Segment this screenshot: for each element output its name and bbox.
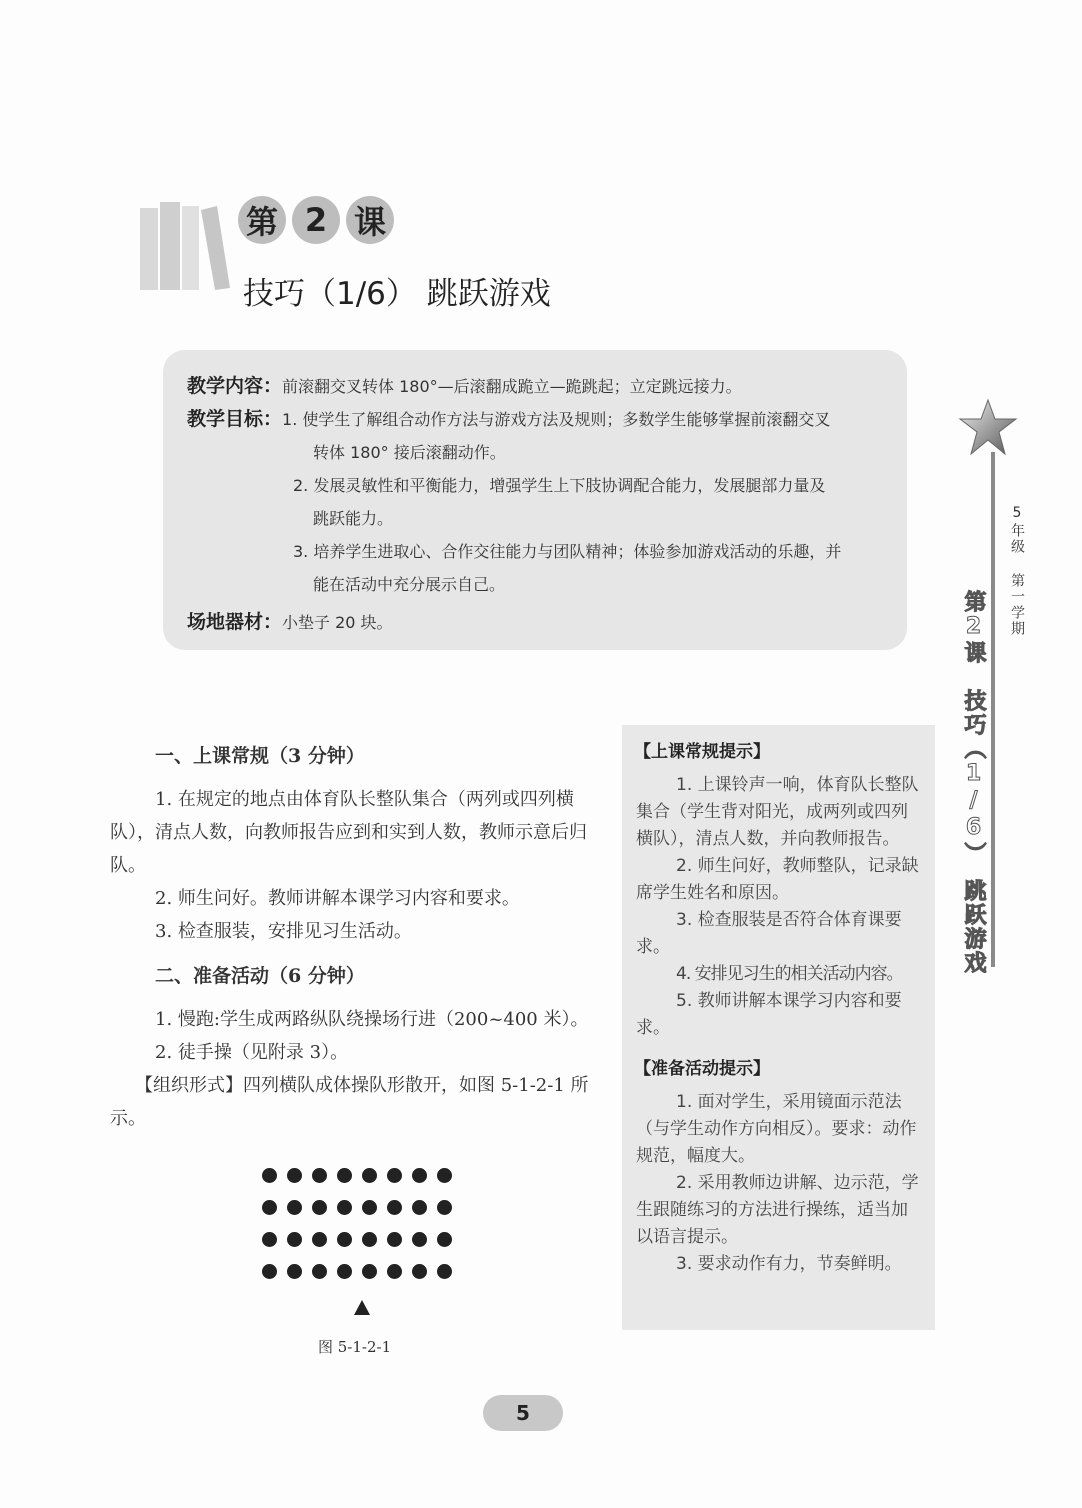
- content-text: 前滚翻交叉转体 180°—后滚翻成跪立—跪跳起；立定跳远接力。: [282, 377, 742, 396]
- student-dot: [437, 1264, 452, 1279]
- tip: 1. 面对学生，采用镜面示范法（与学生动作方向相反）。要求：动作规范，幅度大。: [636, 1092, 917, 1166]
- goal-1a: 1. 使学生了解组合动作方法与游戏方法及规则；多数学生能够掌握前滚翻交叉: [282, 410, 831, 429]
- main-text: [110, 740, 615, 1135]
- student-dot: [412, 1200, 427, 1215]
- student-dot: [337, 1168, 352, 1183]
- student-dot: [412, 1232, 427, 1247]
- goal-3b: 能在活动中充分展示自己。: [313, 575, 506, 594]
- student-dot: [287, 1232, 302, 1247]
- books-icon: [135, 198, 230, 293]
- sidebar-lesson: 第2课 技巧（1/6） 跳跃游戏: [961, 590, 986, 975]
- student-dot: [437, 1168, 452, 1183]
- star-icon: [958, 398, 1018, 456]
- student-dot: [387, 1168, 402, 1183]
- lesson-num: 2: [292, 196, 340, 244]
- student-dot: [337, 1232, 352, 1247]
- lesson-number: [238, 196, 394, 244]
- student-dot: [362, 1168, 377, 1183]
- page-title: 技巧（1/6） 跳跃游戏: [243, 276, 551, 312]
- goal-2a: 2. 发展灵敏性和平衡能力，增强学生上下肢协调配合能力，发展腿部力量及: [293, 476, 826, 495]
- student-dot: [437, 1232, 452, 1247]
- sidebar-grade: 5年级 第一学期: [1009, 505, 1025, 637]
- student-dot: [287, 1168, 302, 1183]
- tip: 1. 上课铃声一响，体育队长整队集合（学生背对阳光，成两列或四列横队），清点人数，并向教师报告。: [636, 775, 919, 849]
- section-heading: 二、准备活动（6 分钟）: [155, 965, 365, 987]
- tip: 4. 安排见习生的相关活动内容。: [676, 964, 903, 984]
- paragraph: 1. 在规定的地点由体育队长整队集合（两列或四列横队），清点人数，向教师报告应到和实到人数，教师示意后归队。: [110, 789, 587, 876]
- student-dot: [312, 1232, 327, 1247]
- student-dot: [262, 1168, 277, 1183]
- teacher-triangle-icon: [354, 1300, 370, 1315]
- sidebar-line: [991, 452, 995, 967]
- section-heading: 一、上课常规（3 分钟）: [155, 745, 365, 767]
- goal-1b: 转体 180° 接后滚翻动作。: [313, 443, 506, 462]
- goal-2b: 跳跃能力。: [313, 509, 394, 528]
- content-label: 教学内容：: [187, 375, 283, 397]
- student-dot: [412, 1264, 427, 1279]
- student-dot: [387, 1264, 402, 1279]
- student-dot: [287, 1264, 302, 1279]
- tip: 2. 师生问好，教师整队，记录缺席学生姓名和原因。: [636, 856, 919, 903]
- lesson-suffix: 课: [346, 196, 394, 244]
- student-dot: [337, 1200, 352, 1215]
- tip: 3. 检查服装是否符合体育课要求。: [636, 910, 902, 957]
- student-dot: [362, 1232, 377, 1247]
- paragraph: 2. 师生问好。教师讲解本课学习内容和要求。: [155, 888, 520, 909]
- student-dot: [412, 1168, 427, 1183]
- student-dot: [387, 1200, 402, 1215]
- student-dot: [437, 1200, 452, 1215]
- student-dot: [262, 1264, 277, 1279]
- paragraph: 【组织形式】四列横队成体操队形散开，如图 5-1-2-1 所示。: [110, 1075, 589, 1129]
- tips-heading: 【准备活动提示】: [634, 1059, 770, 1079]
- student-dot: [312, 1200, 327, 1215]
- student-dot: [362, 1264, 377, 1279]
- goal-label: 教学目标：: [187, 408, 283, 430]
- tips-box: [622, 725, 935, 1330]
- student-dot: [387, 1232, 402, 1247]
- formation-figure: [262, 1168, 453, 1279]
- student-dot: [287, 1200, 302, 1215]
- student-dot: [262, 1232, 277, 1247]
- tips-heading: 【上课常规提示】: [634, 742, 770, 762]
- paragraph: 3. 检查服装，安排见习生活动。: [155, 921, 412, 942]
- tip: 3. 要求动作有力，节奏鲜明。: [676, 1254, 902, 1274]
- student-dot: [337, 1264, 352, 1279]
- paragraph: 1. 慢跑:学生成两路纵队绕操场行进（200~400 米）。: [155, 1009, 589, 1030]
- lesson-prefix: 第: [238, 196, 286, 244]
- tip: 2. 采用教师边讲解、边示范，学生跟随练习的方法进行操练，适当加以语言提示。: [636, 1173, 919, 1247]
- student-dot: [312, 1264, 327, 1279]
- equip-text: 小垫子 20 块。: [282, 613, 393, 632]
- student-dot: [262, 1200, 277, 1215]
- paragraph: 2. 徒手操（见附录 3）。: [155, 1042, 349, 1063]
- equip-label: 场地器材：: [187, 611, 283, 633]
- goal-3a: 3. 培养学生进取心、合作交往能力与团队精神；体验参加游戏活动的乐趣，并: [293, 542, 842, 561]
- page-number: 5: [483, 1395, 563, 1431]
- student-dot: [362, 1200, 377, 1215]
- tip: 5. 教师讲解本课学习内容和要求。: [636, 991, 902, 1038]
- student-dot: [312, 1168, 327, 1183]
- figure-caption: 图 5-1-2-1: [318, 1338, 392, 1356]
